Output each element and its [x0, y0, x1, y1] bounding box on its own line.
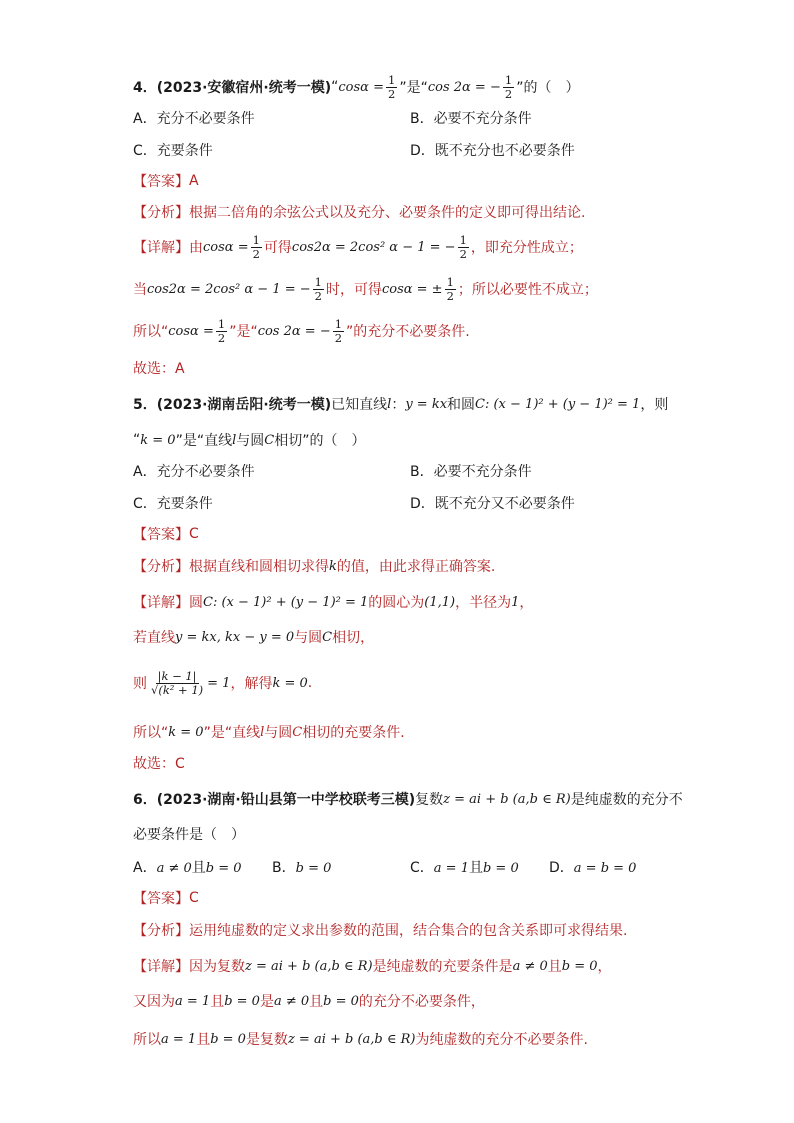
math: C: (x − 1)² + (y − 1)² = 1: [475, 396, 641, 412]
math: z = ai + b (a,b ∈ R): [245, 958, 373, 974]
frac: [216, 318, 227, 345]
text: 相切”的（ ）: [274, 433, 366, 449]
text: 的充分不必要条件，: [358, 994, 485, 1010]
text: 相切，: [332, 630, 375, 646]
q6-stem-line2: [133, 823, 724, 845]
denominator: 2: [446, 288, 454, 303]
math: C: (x − 1)² + (y − 1)² = 1: [203, 594, 369, 610]
math: a ≠ 0: [156, 861, 192, 876]
numerator: |k − 1|: [157, 668, 197, 683]
q6-stem: [133, 787, 724, 811]
q6-detail-3: [133, 1027, 724, 1051]
math: l: [260, 724, 265, 740]
text: ，: [597, 959, 612, 975]
text: ”是“: [229, 324, 258, 340]
text: 是纯虚数的充分不: [570, 792, 683, 808]
math: C: [292, 724, 303, 740]
math: a = 1: [161, 1031, 197, 1047]
frac: [445, 276, 456, 303]
q6-number-source: 6．(2023·湖南·铅山县第一中学校联考三模): [133, 792, 416, 808]
math: b = 0: [210, 1031, 246, 1047]
math: b = 0: [482, 861, 519, 876]
math: cosα =: [203, 239, 249, 255]
text: ”是“直线: [203, 725, 261, 741]
text: 由: [189, 240, 203, 256]
text: ；所以必要性不成立；: [457, 282, 598, 298]
text: 必要条件是（ ）: [133, 827, 245, 843]
math: (1,1): [424, 594, 456, 610]
math: = 1: [207, 675, 231, 691]
text: .: [307, 675, 313, 691]
q4-text: ”的（ ）: [516, 80, 580, 96]
numerator: 1: [388, 72, 396, 87]
text: B．: [272, 860, 296, 876]
math: z = ai + b (a,b ∈ R): [287, 1031, 416, 1047]
numerator: 1: [217, 316, 226, 331]
math: cos2α = 2cos² α − 1 = −: [291, 239, 456, 255]
q6-answer: [133, 887, 724, 909]
q6-option-b: [272, 857, 331, 877]
math: b = 0: [295, 861, 332, 876]
text: 且: [191, 860, 206, 876]
q6-option-d: [549, 857, 636, 877]
q5-option-a: A．充分不必要条件: [133, 464, 255, 480]
q4-frac-1: [386, 74, 397, 101]
q4-text: “: [331, 79, 339, 95]
math: b = 0: [205, 861, 242, 876]
denominator: 2: [217, 330, 226, 345]
frac: [313, 276, 324, 303]
q5-selection: [133, 752, 724, 774]
q6-detail-2: [133, 990, 724, 1012]
text: 且: [547, 959, 562, 975]
text: 的值，由此求得正确答案.: [336, 559, 496, 575]
text: 是纯虚数的充要条件是: [372, 959, 513, 975]
q5-option-d: D．既不充分又不必要条件: [410, 496, 575, 512]
selection-text: 故选：C: [133, 756, 185, 772]
text: 是复数: [245, 1032, 288, 1048]
numerator: 1: [314, 274, 322, 289]
math: a ≠ 0: [273, 993, 310, 1009]
text: 若直线: [133, 630, 175, 646]
answer-value: C: [189, 890, 199, 906]
math: cosα =: [168, 323, 214, 339]
text: 的圆心为: [368, 595, 425, 611]
denominator: 2: [388, 86, 396, 101]
frac: [458, 234, 469, 261]
detail-tag: 【详解】: [133, 595, 189, 611]
math: k = 0: [140, 432, 176, 448]
analysis-tag: 【分析】: [133, 205, 189, 221]
q4-text: ”是“: [399, 80, 428, 96]
math: k = 0: [272, 675, 308, 691]
math: l: [232, 432, 237, 448]
q4-analysis: [133, 201, 724, 223]
q4-detail-3: [133, 314, 724, 348]
text: ”的充分不必要条件.: [346, 324, 470, 340]
q4-option-d: D．既不充分也不必要条件: [410, 143, 575, 159]
answer-value: A: [189, 173, 199, 189]
text: 是: [259, 994, 274, 1010]
answer-value: C: [189, 526, 199, 542]
numerator: 1: [446, 274, 454, 289]
text: ，即充分性成立；: [470, 240, 583, 256]
q5-option-c: C．充要条件: [133, 496, 213, 512]
q5-detail-4: [133, 721, 724, 743]
math: k = 0: [168, 724, 204, 740]
q4-number-source: 4．(2023·安徽宿州·统考一模): [133, 80, 332, 96]
math: a = 1: [433, 861, 469, 876]
text: A．: [133, 860, 157, 876]
text: 且: [468, 860, 483, 876]
q5-stem-line2: [133, 428, 724, 452]
math: a = b = 0: [573, 861, 637, 876]
text: 复数: [415, 792, 444, 808]
q4-detail-2: [133, 272, 724, 306]
text: 当: [133, 282, 147, 298]
math: C: [322, 629, 333, 645]
text: ，解得: [230, 676, 273, 692]
text: 所以: [133, 1032, 161, 1048]
text: 则: [133, 676, 147, 692]
frac: [149, 670, 205, 697]
q5-answer: [133, 523, 724, 545]
q4-detail-1: [133, 230, 724, 264]
analysis-tag: 【分析】: [133, 559, 189, 575]
math: b = 0: [561, 958, 598, 974]
q5-detail-2: [133, 626, 724, 648]
math: a ≠ 0: [512, 958, 548, 974]
text: 已知直线: [331, 397, 388, 413]
text: 时，可得: [325, 282, 382, 298]
numerator: 1: [459, 232, 467, 247]
numerator: 1: [504, 72, 513, 87]
denominator: 2: [252, 246, 260, 261]
text: 且: [309, 994, 324, 1010]
q5-detail-3: [133, 662, 724, 704]
math: a = 1: [175, 993, 211, 1009]
math: cosα = ±: [381, 281, 443, 297]
text: 为纯虚数的充分不必要条件.: [415, 1032, 588, 1048]
text: 与圆: [236, 433, 265, 449]
q5-stem: [133, 392, 724, 416]
text: 因为复数: [189, 959, 245, 975]
text: 与圆: [294, 630, 323, 646]
q5-option-b: B．必要不充分条件: [410, 464, 532, 480]
text: D．: [549, 860, 574, 876]
math: y = kx: [405, 396, 448, 412]
q6-option-c: [410, 857, 519, 877]
q6-detail-1: [133, 954, 724, 978]
q4-stem: [133, 70, 724, 104]
denominator: 2: [459, 246, 467, 261]
analysis-tag: 【分析】: [133, 923, 189, 939]
text: 可得: [263, 240, 292, 256]
text: 所以“: [133, 324, 169, 340]
denominator: 2: [334, 330, 343, 345]
text: 与圆: [264, 725, 293, 741]
denominator: 2: [314, 288, 322, 303]
math: C: [264, 432, 275, 448]
q4-frac-2: [503, 74, 514, 101]
q4-option-b: B．必要不充分条件: [410, 111, 532, 127]
q4-option-a: A．充分不必要条件: [133, 111, 255, 127]
denominator: 2: [504, 86, 513, 101]
text: ，则: [640, 397, 669, 413]
q4-math-1: cosα =: [338, 79, 384, 95]
numerator: 1: [334, 316, 343, 331]
text: 又因为: [133, 994, 175, 1010]
frac: [251, 234, 262, 261]
text: 所以“: [133, 725, 169, 741]
q5-analysis: [133, 555, 724, 577]
numerator: 1: [252, 232, 260, 247]
q4-selection: [133, 357, 724, 379]
answer-tag: 【答案】: [133, 891, 189, 907]
math: cos 2α = −: [257, 323, 331, 339]
detail-tag: 【详解】: [133, 959, 189, 975]
q4-math-2: cos 2α = −: [427, 79, 501, 95]
text: 且: [210, 994, 225, 1010]
q6-option-a: [133, 857, 242, 877]
text: ，: [519, 595, 534, 611]
math: cos2α = 2cos² α − 1 = −: [147, 281, 311, 297]
denominator: √(k² + 1): [151, 682, 204, 697]
q4-answer: [133, 170, 724, 192]
text: 且: [196, 1032, 211, 1048]
q6-analysis: [133, 919, 724, 941]
math: 1: [511, 594, 520, 610]
analysis-text: 根据二倍角的余弦公式以及充分、必要条件的定义即可得出结论.: [189, 205, 586, 221]
answer-tag: 【答案】: [133, 174, 189, 190]
q4-option-c: C．充要条件: [133, 143, 213, 159]
q5-number-source: 5．(2023·湖南岳阳·统考一模): [133, 397, 332, 413]
text: 圆: [189, 595, 203, 611]
analysis-text: 运用纯虚数的定义求出参数的范围，结合集合的包含关系即可求得结果.: [189, 923, 628, 939]
math: z = ai + b (a,b ∈ R): [443, 791, 571, 807]
math: y = kx, kx − y = 0: [175, 629, 295, 645]
text: 相切的充要条件.: [302, 725, 405, 741]
math: k: [329, 558, 337, 574]
math: l: [387, 396, 392, 412]
answer-tag: 【答案】: [133, 527, 189, 543]
text: 根据直线和圆相切求得: [189, 559, 329, 575]
text: ，半径为: [455, 595, 512, 611]
text: ”是“直线: [175, 433, 233, 449]
selection-text: 故选：A: [133, 361, 185, 377]
frac: [333, 318, 344, 345]
text: C．: [410, 860, 434, 876]
math: b = 0: [224, 993, 260, 1009]
text: 和圆: [447, 397, 476, 413]
q5-detail-1: [133, 590, 724, 614]
text: “: [133, 432, 141, 448]
text: ：: [391, 397, 406, 413]
math: b = 0: [323, 993, 359, 1009]
detail-tag: 【详解】: [133, 240, 189, 256]
